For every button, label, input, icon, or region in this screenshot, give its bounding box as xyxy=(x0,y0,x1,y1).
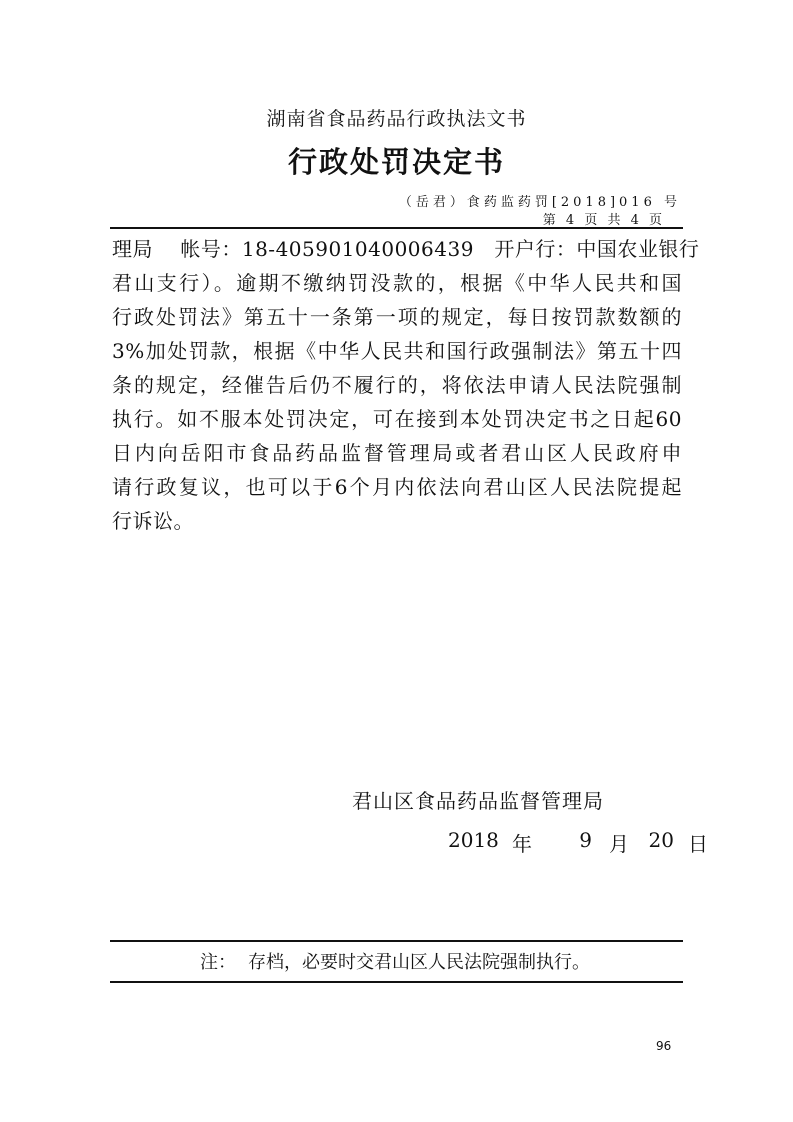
body-line: 理局 帐号：18-405901040006439 开户行：中国农业银行 xyxy=(112,237,700,261)
note-top-divider xyxy=(110,940,683,942)
body-line: 行诉讼。 xyxy=(112,509,194,533)
issue-date-year: 2018 xyxy=(448,828,499,852)
document-number: （岳君）食药监药罚[2018]016 号 xyxy=(398,195,681,210)
document-category: 湖南省食品药品行政执法文书 xyxy=(266,108,527,130)
footnote xyxy=(200,948,590,974)
footnote-prefix: 注： xyxy=(200,952,236,973)
issue-date-year-unit: 年 xyxy=(512,832,532,856)
body-line: 3%加处罚款，根据《中华人民共和国行政强制法》第五十四 xyxy=(112,339,682,363)
body-line: 执行。如不服本处罚决定，可在接到本处罚决定书之日起60 xyxy=(112,407,682,431)
body-line: 君山支行）。逾期不缴纳罚没款的，根据《中华人民共和国 xyxy=(112,271,682,295)
footnote-text: 存档，必要时交君山区人民法院强制执行。 xyxy=(248,952,590,973)
issue-date xyxy=(448,828,708,857)
issue-date-month: 9 xyxy=(579,828,592,852)
body-line: 行政处罚法》第五十一条第一项的规定，每日按罚款数额的 xyxy=(112,305,682,329)
document-title: 行政处罚决定书 xyxy=(287,145,505,179)
note-bottom-divider xyxy=(110,981,683,983)
issue-date-month-unit: 月 xyxy=(609,832,629,856)
issue-date-day: 20 xyxy=(648,828,674,852)
body-line: 请行政复议，也可以于6个月内依法向君山区人民法院提起 xyxy=(112,475,682,499)
issuing-organization: 君山区食品药品监督管理局 xyxy=(352,789,604,813)
decision-body xyxy=(112,232,700,538)
body-line: 条的规定，经催告后仍不履行的，将依法申请人民法院强制 xyxy=(112,373,682,397)
header-divider xyxy=(110,227,683,229)
page-indicator: 第 4 页 共 4 页 xyxy=(542,213,665,228)
body-line: 日内向岳阳市食品药品监督管理局或者君山区人民政府申 xyxy=(112,441,682,465)
issue-date-day-unit: 日 xyxy=(688,832,708,856)
page-number: 96 xyxy=(656,1039,672,1053)
